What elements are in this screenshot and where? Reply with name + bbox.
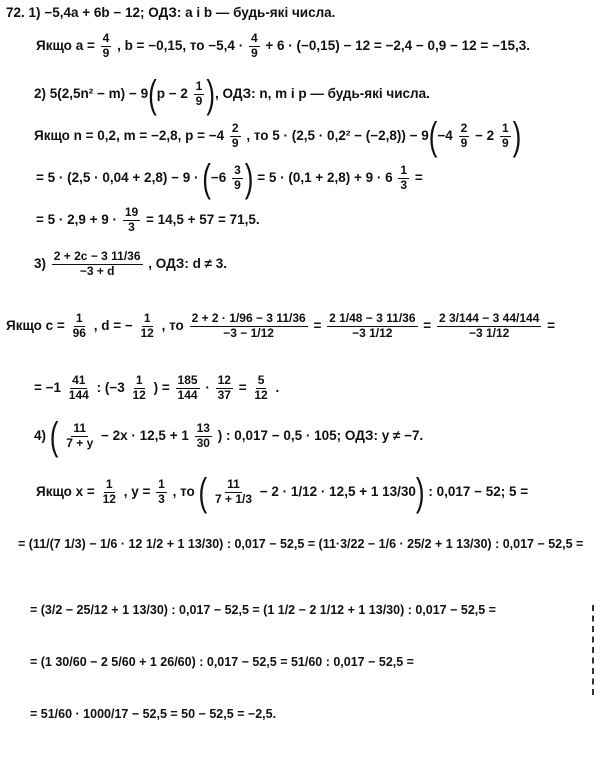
part4-line2: Якщо x = $\frac{1}{12}$ , y = $\frac{1}{3}$ , то ( $\frac{11}{7 + 1/3}$ − 2 · 1/12 · 12,5 + 1 13/30) : 0,017 − 52; 5 =: [36, 469, 529, 515]
part4-line3: = (11/(7 1/3) − 1/6 · 12 1/2 + 1 13/30) : 0,017 − 52,5 = (11·3/22 − 1/6 · 25/2 + 1 13/30) : 0,017 − 52,5 =: [18, 537, 584, 551]
part4-line1: 4) ( $\frac{11}{7 + y}$ − 2x · 12,5 + 1 $\frac{13}{30}$ ) : 0,017 − 0,5 · 105; ОДЗ: y ≠ −7.: [34, 413, 424, 459]
part3-line2: Якщо c = $\frac{1}{96}$ , d = − $\frac{1}{12}$ , то $\frac{2 + 2 \cdot 1/96 - 3 11/36}{-3 - 1/12}$ = $\frac{2 1/48 - 3 11/36}{-3 1/12}$ = $\frac{2 3/144 - 3 44/144}{-3 1/12}$ =: [6, 311, 556, 340]
part4-line4: = (3/2 − 25/12 + 1 13/30) : 0,017 − 52,5 = (1 1/2 − 2 1/12 + 1 13/30) : 0,017 − 52,5 =: [30, 603, 496, 617]
part2-line4: = 5 · 2,9 + 9 · $\frac{19}{3}$ = 14,5 + 57 = 71,5.: [36, 205, 260, 234]
part4-line5: = (1 30/60 − 2 5/60 + 1 26/60) : 0,017 − 52,5 = 51/60 : 0,017 − 52,5 =: [30, 655, 414, 669]
page-edge-mark: [590, 605, 594, 695]
part1-line1: 72. 1) −5,4a + 6b − 12; ОДЗ: a і b — будь-які числа.: [6, 5, 336, 20]
part1-line2: Якщо a = $\frac{4}{9}$ , b = −0,15, то −5,4 · $\frac{4}{9}$ + 6 · (−0,15) − 12 = −2,4 − 0,9 − 12 = −15,3.: [36, 31, 530, 60]
part2-line1: 2) 5(2,5n² − m) − 9(p − 2 $\frac{1}{9}$ ), ОДЗ: n, m і p — будь-які числа.: [34, 71, 430, 117]
problem-number: 72.: [6, 5, 25, 20]
part3-line3: = −1 $\frac{41}{144}$ : (−3 $\frac{1}{12}$ ) = $\frac{185}{144}$ · $\frac{12}{37}$ = $\frac{5}{12}$ .: [34, 373, 280, 402]
part2-line2: Якщо n = 0,2, m = −2,8, p = −4 $\frac{2}{9}$ , то 5 · (2,5 · 0,2² − (−2,8)) − 9(−4 $\frac{2}{9}$ − 2 $\frac{1}{9}$ ): [34, 113, 522, 159]
part2-line3: = 5 · (2,5 · 0,04 + 2,8) − 9 · (−6 $\frac{3}{9}$ ) = 5 · (0,1 + 2,8) + 9 · 6 $\frac{1}{3}$ =: [36, 155, 423, 201]
part4-line6: = 51/60 · 1000/17 − 52,5 = 50 − 52,5 = −2,5.: [30, 707, 277, 721]
part3-line1: 3) $\frac{2 + 2c - 3 11/36}{-3 + d}$ , ОДЗ: d ≠ 3.: [34, 249, 228, 278]
